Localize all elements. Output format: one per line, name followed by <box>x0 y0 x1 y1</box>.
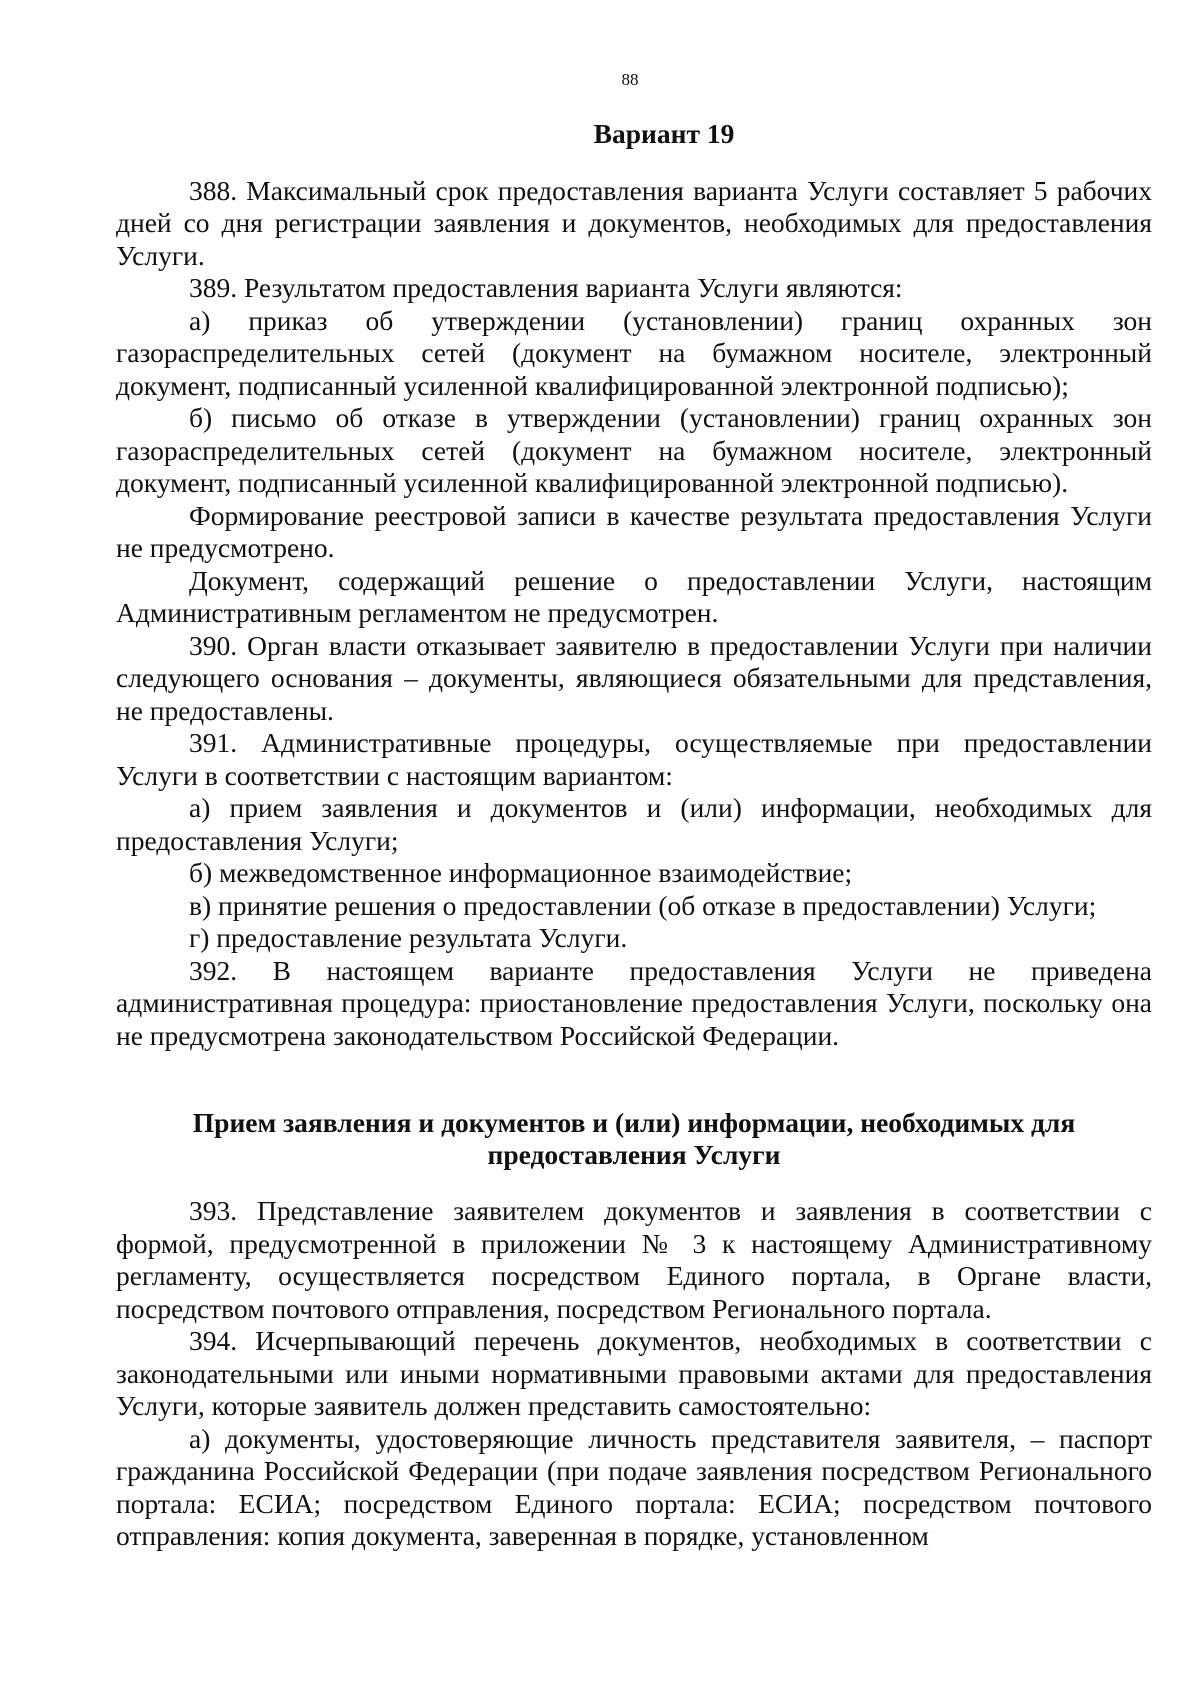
paragraph-391-v: в) принятие решения о предоставлении (об отказе в предоставлении) Услуги; <box>189 889 1097 921</box>
paragraph-389: 389. Результатом предоставления варианта Услуги являются: <box>189 272 903 303</box>
paragraph-392: 392. В настоящем варианте предоставления Услуги не приведена административная процедура: приостановление предоставления Услуги, поскольку она не предусмотрена законодательством Российской Федерации. <box>116 954 1152 1051</box>
paragraph-393: 393. Представление заявителем документов и заявления в соответствии с формой, предусмотренной в приложении № 3 к настоящему Административному регламенту, осуществляется посредством Единого портала, в Органе власти, посредством почтового отправления, посредством Регионального портала. <box>116 1195 1152 1324</box>
section-title <box>116 1107 1152 1171</box>
paragraph-390: 390. Орган власти отказывает заявителю в предоставлении Услуги при наличии следующего основания – документы, являющиеся обязательными для представления, не предоставлены. <box>116 629 1152 726</box>
paragraph-394-a: а) документы, удостоверяющие личность представителя заявителя, – паспорт гражданина Российской Федерации (при подаче заявления посредством Регионального портала: ЕСИА; посредством Единого портала: ЕСИА; посредством почтового отправления: копия документа, заверенная в порядке, установленном <box>116 1422 1152 1551</box>
paragraph-391-g: г) предоставление результата Услуги. <box>189 922 628 953</box>
paragraph-388: 388. Максимальный срок предоставления варианта Услуги составляет 5 рабочих дней со дня регистрации заявления и документов, необходимых для предоставления Услуги. <box>116 174 1152 271</box>
variant-title: Вариант 19 <box>593 118 735 149</box>
paragraph-391-a: а) прием заявления и документов и (или) информации, необходимых для предоставления Услуги; <box>116 792 1152 856</box>
paragraph-391-b: б) межведомственное информационное взаимодействие; <box>189 857 853 888</box>
section-title-line-2: предоставления Услуги <box>487 1139 781 1170</box>
paragraph-389-a: а) приказ об утверждении (установлении) границ охранных зон газораспределительных сетей (документ на бумажном носителе, электронный документ, подписанный усиленной квалифицированной электронной подписью); <box>116 304 1152 401</box>
paragraph-389-b: б) письмо об отказе в утверждении (установлении) границ охранных зон газораспределительных сетей (документ на бумажном носителе, электронный документ, подписанный усиленной квалифицированной электронной подписью). <box>116 402 1152 498</box>
paragraph-394: 394. Исчерпывающий перечень документов, необходимых в соответствии с законодательными или иными нормативными правовыми актами для предоставления Услуги, которые заявитель должен представить самостоятельно: <box>116 1325 1152 1421</box>
paragraph-registry-record: Формирование реестровой записи в качестве результата предоставления Услуги не предусмотрено. <box>116 499 1152 563</box>
paragraph-decision-document: Документ, содержащий решение о предоставлении Услуги, настоящим Административным регламентом не предусмотрен. <box>116 564 1152 628</box>
section-title-line-1: Прием заявления и документов и (или) информации, необходимых для <box>192 1107 1076 1138</box>
document-body <box>116 118 1152 1553</box>
paragraph-391: 391. Административные процедуры, осуществляемые при предоставлении Услуги в соответствии с настоящим вариантом: <box>116 727 1152 791</box>
page-number: 88 <box>621 70 639 89</box>
